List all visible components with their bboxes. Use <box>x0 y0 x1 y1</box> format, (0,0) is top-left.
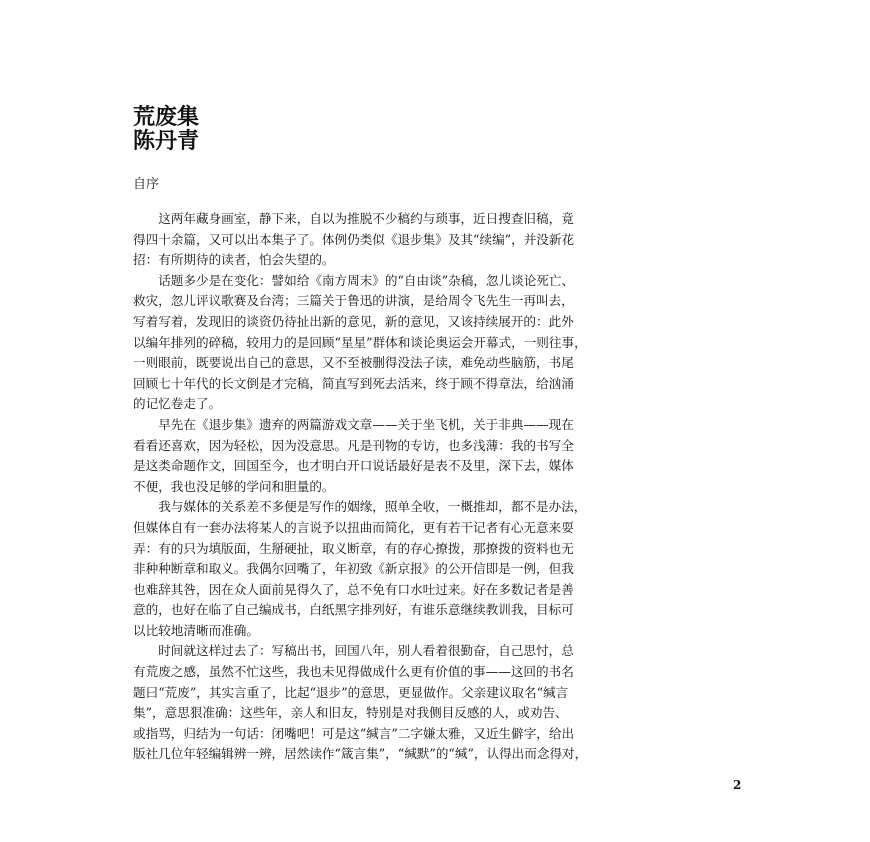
text-line: 以编年排列的碎稿，较用力的是回顾“星星”群体和谈论奥运会开幕式，一则往事， <box>133 334 587 350</box>
book-title: 荒废集 <box>133 105 200 130</box>
text-line: 以比较地清晰而准确。 <box>133 622 259 638</box>
text-line: 一则眼前，既要说出自己的意思，又不至被删得没法子读，难免动些脑筋，书尾 <box>133 355 574 371</box>
text-line: 招：有所期待的读者，怕会失望的。 <box>133 252 335 268</box>
text-line: 意的，也好在临了自己编成书，白纸黑字排列好，有谁乐意继续教训我，目标可 <box>133 602 574 618</box>
text-line: 回顾七十年代的长文倒是才完稿，简直写到死去活来，终于顾不得章法，给汹涌 <box>133 375 574 391</box>
text-line: 集”，意思狠准确：这些年，亲人和旧友，特别是对我侧目反感的人，或劝告、 <box>133 705 568 721</box>
author-name: 陈丹青 <box>133 129 200 154</box>
text-line: 早先在《退步集》遗弃的两篇游戏文章——关于坐飞机，关于非典——现在 <box>133 416 574 432</box>
text-line: 救灾，忽儿评议歌赛及台湾；三篇关于鲁迅的讲演，是给周令飞先生一再叫去， <box>133 293 574 309</box>
text-line: 这两年藏身画室，静下来，自以为推脱不少稿约与琐事，近日搜查旧稿，竟 <box>133 211 574 226</box>
text-line: 但媒体自有一套办法将某人的言说予以扭曲而简化，更有若干记者有心无意来耍 <box>133 519 574 535</box>
text-line: 我与媒体的关系差不多便是写作的姻缘，照单全收，一概推却，都不是办法， <box>133 499 587 515</box>
text-line: 版社几位年轻编辑辨一辨，居然读作“箴言集”，“缄默”的“缄”，认得出而念得对， <box>133 746 588 762</box>
text-line: 也难辞其咎，因在众人面前晃得久了，总不免有口水吐过来。好在多数记者是善 <box>133 581 574 597</box>
text-line: 是这类命题作文，回国至今，也才明白开口说话最好是表不及里，深下去，媒体 <box>133 458 574 474</box>
text-line: 时间就这样过去了：写稿出书，回国八年，别人看着很勤奋，自己思忖，总 <box>133 643 574 659</box>
text-line: 有荒废之感，虽然不忙这些，我也未见得做成什么更有价值的事——这回的书名 <box>133 664 574 680</box>
text-line: 弄：有的只为填版面，生掰硬扯，取义断章，有的存心撩拨，那撩拨的资料也无 <box>133 540 574 556</box>
text-line: 不便，我也没足够的学问和胆量的。 <box>133 478 335 494</box>
text-line: 非种种断章和取义。我偶尔回嘴了，年初致《新京报》的公开信即是一例，但我 <box>133 561 574 577</box>
section-heading: 自序 <box>133 177 160 192</box>
text-line: 得四十余篇，又可以出本集子了。体例仍类似《退步集》及其“续编”，并没新花 <box>133 231 575 247</box>
text-line: 看看还喜欢，因为轻松，因为没意思。凡是刊物的专访，也多浅薄：我的书写全 <box>133 437 574 453</box>
text-line: 写着写着，发现旧的谈资仍待扯出新的意见，新的意见，又该持续展开的：此外 <box>133 313 574 329</box>
text-line: 题曰“荒废”，其实言重了，比起“退步”的意思，更显做作。父亲建议取名“缄言 <box>133 684 569 700</box>
title-block <box>133 106 199 154</box>
body-text <box>133 209 743 765</box>
text-line: 话题多少是在变化：譬如给《南方周末》的“自由谈”杂稿，忽儿谈论死亡、 <box>133 272 575 288</box>
page-number: 2 <box>733 778 742 792</box>
text-line: 的记忆卷走了。 <box>133 396 222 412</box>
text-line: 或指骂，归结为一句话：闭嘴吧！可是这“缄言”二字嫌太雅，又近生僻字，给出 <box>133 725 575 741</box>
